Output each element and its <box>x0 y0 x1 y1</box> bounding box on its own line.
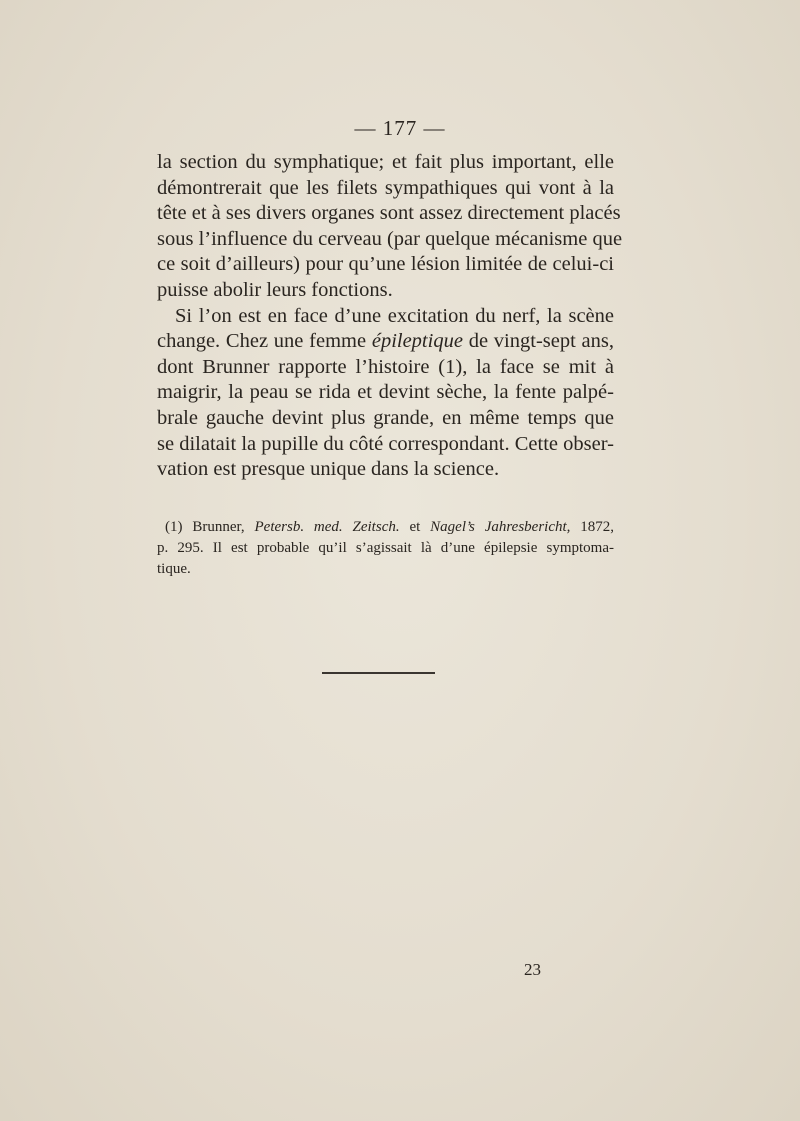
text-line: sous l’influence du cerveau (par quelque mécanisme que <box>157 227 623 250</box>
divider-rule <box>322 672 435 674</box>
text-line: tête et à ses divers organes sont assez directement placés <box>157 202 621 225</box>
italic-term: épileptique <box>371 330 463 353</box>
text-segment: 1872, <box>570 519 615 535</box>
text-line: dont Brunner rapporte l’histoire (1), la face se mit à <box>157 355 614 378</box>
text-line <box>157 329 614 355</box>
text-line: Si l’on est en face d’une excitation du nerf, la scène <box>175 304 614 327</box>
text-line: brale gauche devint plus grande, en même temps que <box>157 406 614 429</box>
text-line: ce soit d’ailleurs) pour qu’une lésion limitée de celui-ci <box>157 253 614 276</box>
footnote-line: tique. <box>157 561 191 577</box>
italic-citation: Nagel’s Jahresbericht, <box>430 519 571 535</box>
text-line: la section du symphatique; et fait plus important, elle <box>157 151 614 173</box>
italic-citation: Petersb. med. Zeitsch. <box>254 519 400 535</box>
footnote-line <box>157 517 614 538</box>
text-segment: change. Chez une femme <box>157 330 372 353</box>
text-segment: et <box>399 519 431 535</box>
footnote <box>157 517 614 580</box>
text-segment: (1) Brunner, <box>165 519 255 535</box>
page-number-header: — 177 — <box>354 116 446 140</box>
footnote-line: p. 295. Il est probable qu’il s’agissait là d’une épilepsie symptoma- <box>157 540 614 556</box>
text-line: démontrerait que les filets sympathiques qui vont à la <box>157 176 614 199</box>
signature-mark: 23 <box>524 960 541 979</box>
body-text <box>157 150 623 483</box>
text-line: maigrir, la peau se rida et devint sèche, la fente palpé- <box>157 381 614 404</box>
text-line: vation est presque unique dans la science. <box>157 458 500 481</box>
text-segment: de vingt-sept ans, <box>462 330 614 353</box>
text-line: puisse abolir leurs fonctions. <box>157 278 393 301</box>
text-line: se dilatait la pupille du côté correspondant. Cette obser- <box>157 432 614 455</box>
